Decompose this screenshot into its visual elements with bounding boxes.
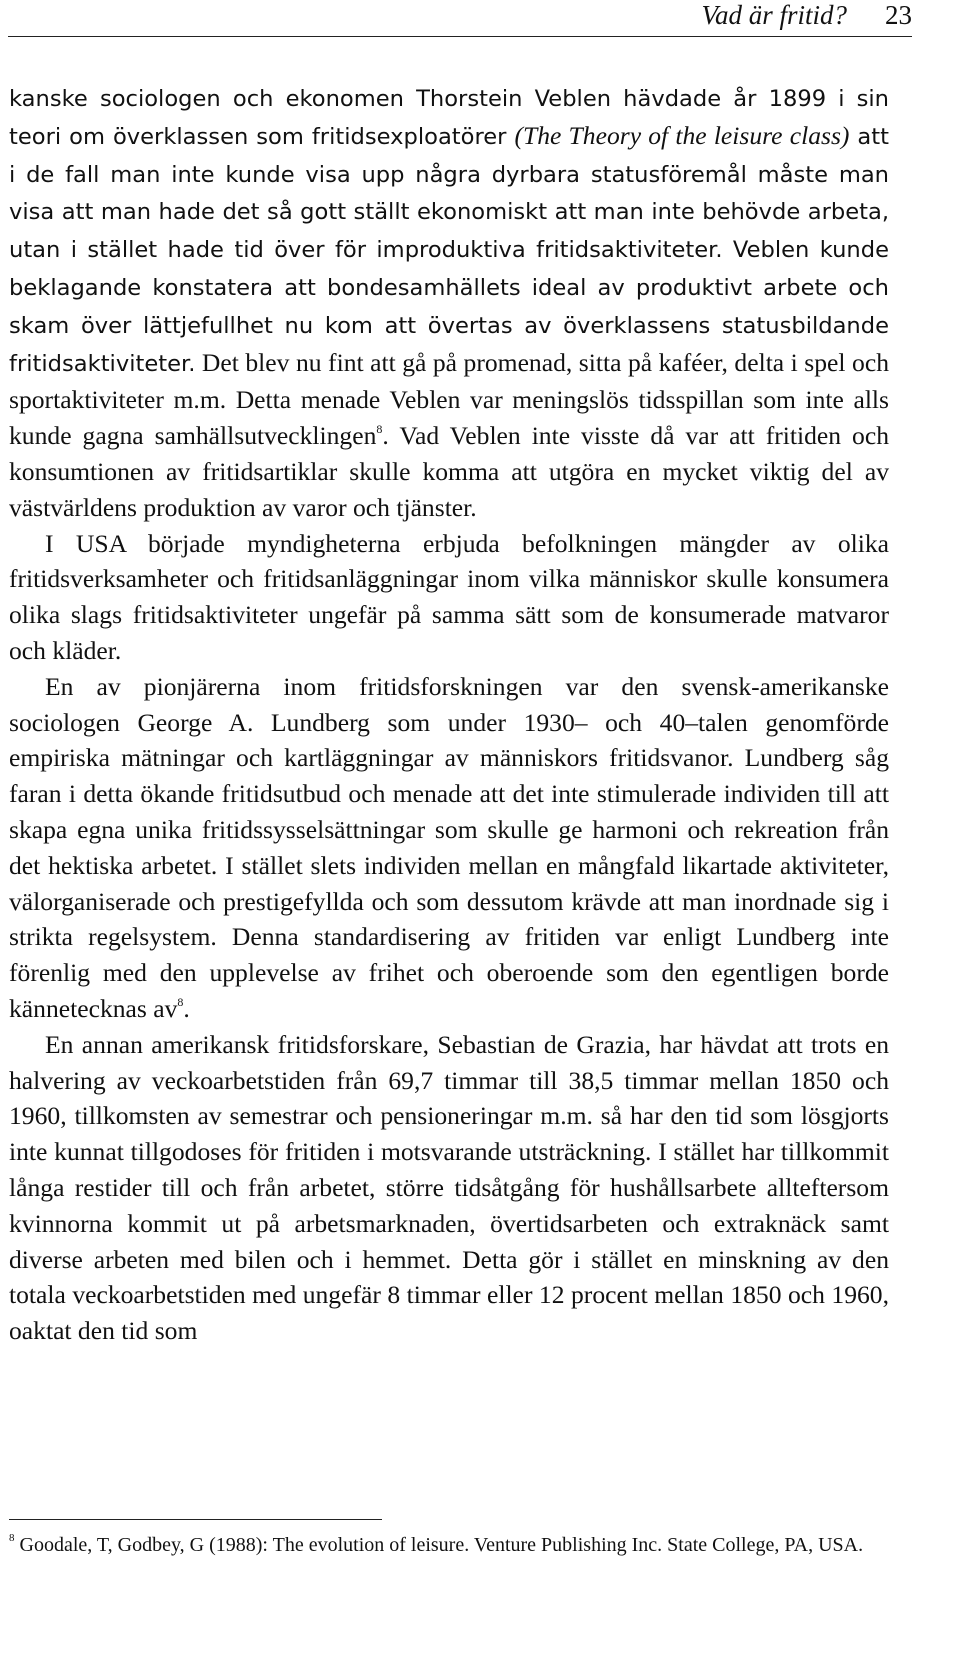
- text-run: att i de fall man inte kunde visa upp några dyrbara statusföremål måste man visa att man hade det så gott ställt ekonomiskt att man inte behövde arbeta, utan i stället hade tid över för improduktiva fritidsaktiviteter. Veblen kunde beklagande konstatera att bondesamhällets ideal av produktivt arbete och skam över lättjefullhet nu kom att övertas av överklassens statusbildande fritidsaktiviteter.: [9, 123, 889, 377]
- text-run: Det blev nu fint att gå på promenad, sitta på kaféer, delta i spel och sportaktiviteter m.m. Detta menade Veblen var meningslös tidsspillan som inte alls kunde gagna samhällsutvecklingen: [9, 347, 889, 451]
- text-run: En av pionjärerna inom fritidsforskningen var den svensk-amerikanske sociologen George A. Lundberg som under 1930– och 40–talen genomförde empiriska mätningar och kartläggningar av människors fritidsvanor. Lundberg såg faran i detta ökande fritidsutbud och menade att det inte stimulerade individen till att skapa egna unika fritidssysselsättningar som skulle ge harmoni och rekreation från det hektiska arbetet. I stället slets individen mellan en mångfald likartade aktiviteter, välorganiserade och prestigefyllda och som dessutom krävde att man inordnade sig i strikta regelsystem. Denna standardisering av fritiden var enligt Lundberg inte förenlig med den upplevelse av frihet och oberoende som den egentligen borde kännetecknas av: [9, 671, 889, 1023]
- paragraph-4: En annan amerikansk fritidsforskare, Sebastian de Grazia, har hävdat att trots en halvering av veckoarbetstiden från 69,7 timmar till 38,5 timmar mellan 1850 och 1960, tillkomsten av semestrar och pensioneringar m.m. så har den tid som lösgjorts inte kunnat tillgodoses för fritiden i motsvarande utsträckning. I stället har tillkommit långa restider till och från arbetet, större tidsåtgång för hushållsarbete allteftersom kvinnorna kommit ut på arbetsmarknaden, övertidsarbeten och extraknäck samt diverse arbeten med bilen och i hemmet. Detta gör i stället en minskning av den totala veckoarbetstiden med ungefär 8 timmar eller 12 procent mellan 1850 och 1960, oaktat den tid som: [9, 1029, 889, 1346]
- footnote: [9, 1532, 889, 1559]
- running-header: [8, 0, 912, 37]
- text-run: kanske sociologen och ekonomen Thorstein Veblen hävdade år 1899 i sin teori om överklassen som fritidsexploatörer: [9, 86, 889, 150]
- text-run: . Vad Veblen inte visste då var att fritiden och konsumtionen av fritidsartiklar skulle komma att utgöra en mycket viktig del av västvärldens produktion av varor och tjänster.: [9, 421, 889, 522]
- body-text: [9, 80, 889, 1349]
- footnote-reference: 8: [177, 995, 184, 1010]
- chapter-title: Vad är fritid?: [701, 0, 847, 30]
- text-run: .: [183, 993, 190, 1023]
- paragraph-2: I USA började myndigheterna erbjuda befolkningen mängder av olika fritidsverksamheter och fritidsanläggningar inom vilka människor skulle konsumera olika slags fritidsaktiviteter ungefär på samma sätt som de konsumerade matvaror och kläder.: [9, 528, 889, 665]
- page-number: 23: [885, 0, 912, 30]
- footnote-reference: 8: [376, 422, 383, 437]
- paragraph-3: [9, 669, 889, 1027]
- paragraph-1-sans-part: [9, 86, 889, 377]
- paragraph-1: [9, 80, 889, 526]
- book-title: (The Theory of the leisure class): [514, 120, 850, 150]
- footnote-separator: [9, 1519, 382, 1520]
- footnote-mark: 8: [9, 1532, 15, 1545]
- footnote-text: Goodale, T, Godbey, G (1988): The evolution of leisure. Venture Publishing Inc. State College, PA, USA.: [14, 1534, 864, 1556]
